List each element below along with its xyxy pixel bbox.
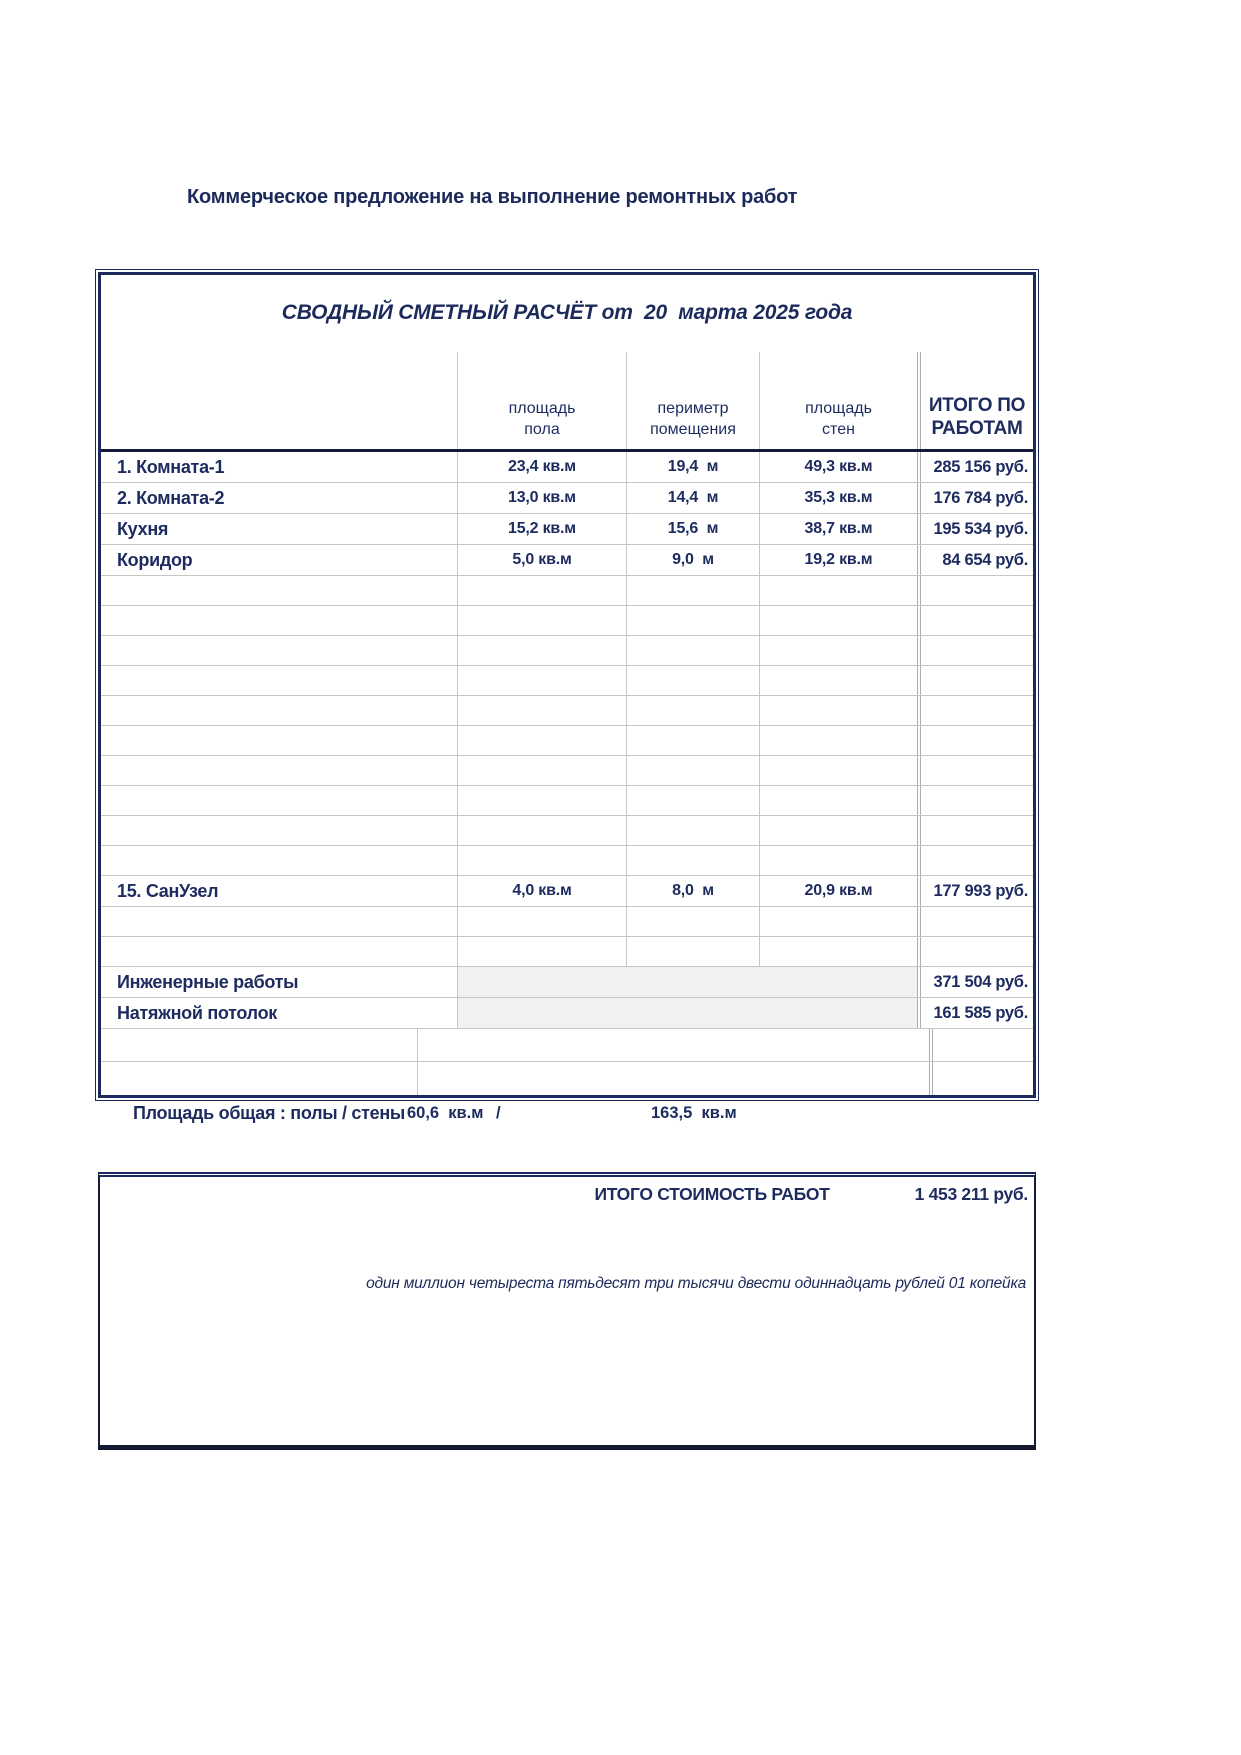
cell-room-name: Кухня [101, 514, 458, 544]
cell-walls-area: 38,7 кв.м [804, 520, 873, 537]
column-header-line: периметр [657, 400, 729, 417]
table-row-kitchen [101, 514, 1033, 545]
column-header-line: стен [822, 421, 855, 438]
cell-total: 161 585 руб. [917, 998, 1033, 1028]
cell-empty [101, 606, 458, 635]
cell-empty [101, 696, 458, 725]
column-header-floor-area [458, 352, 627, 449]
table-row-empty [101, 907, 1033, 937]
grand-total-value: 1 453 211 руб. [914, 1184, 1028, 1204]
table-row-stretch-ceiling [101, 998, 1033, 1029]
cell-total: 285 156 руб. [917, 452, 1033, 482]
cell-empty [101, 907, 458, 936]
cell-perimeter: 19,4 м [627, 452, 760, 482]
cell-service-name: Натяжной потолок [101, 998, 458, 1028]
cell-empty [458, 786, 627, 815]
cell-walls-area: 20,9 кв.м [804, 882, 873, 899]
cell-empty [458, 666, 627, 695]
cell-empty [760, 816, 917, 845]
cell-empty [917, 846, 1033, 875]
cell-empty [760, 846, 917, 875]
table-row-empty [101, 606, 1033, 636]
document-title: Коммерческое предложение на выполнение ремонтных работ [187, 186, 798, 208]
area-summary [98, 1103, 1036, 1129]
cell-floor-area: 4,0 кв.м [458, 876, 627, 906]
estimate-heading: СВОДНЫЙ СМЕТНЫЙ РАСЧЁТ от 20 марта 2025 года [281, 301, 853, 324]
cell-empty [760, 937, 917, 966]
cell-walls-area: 49,3 кв.м [804, 458, 873, 475]
cell-empty [458, 937, 627, 966]
area-summary-label: Площадь общая : полы / стены [133, 1103, 405, 1123]
floor-area-total-value: 60,6 кв.м [407, 1104, 484, 1122]
cell-perimeter: 15,6 м [627, 514, 760, 544]
cell-empty [917, 816, 1033, 845]
cell-empty [458, 756, 627, 785]
cell-empty [760, 696, 917, 725]
cell-empty [627, 606, 760, 635]
cell-walls-area: 35,3 кв.м [804, 489, 873, 506]
cell-empty [627, 816, 760, 845]
cell-empty [760, 726, 917, 755]
cell-empty [101, 576, 458, 605]
column-header-perimeter [627, 352, 760, 449]
cell-empty [101, 666, 458, 695]
table-row-empty [101, 726, 1033, 756]
cell-empty [627, 636, 760, 665]
cell-room-name: 2. Комната-2 [101, 483, 458, 513]
cell-empty [760, 786, 917, 815]
cell-empty [929, 1029, 1033, 1061]
cell-empty [627, 907, 760, 936]
grand-total-label: ИТОГО СТОИМОСТЬ РАБОТ [594, 1184, 830, 1204]
column-header-line: РАБОТАМ [931, 418, 1023, 439]
cell-empty [627, 937, 760, 966]
cell-merged-shaded [458, 998, 917, 1028]
estimate-box [98, 272, 1036, 1098]
cell-total: 84 654 руб. [917, 545, 1033, 575]
cell-empty [917, 696, 1033, 725]
cell-empty [458, 696, 627, 725]
cell-empty [627, 846, 760, 875]
cell-walls-area: 19,2 кв.м [804, 551, 873, 568]
cell-empty [458, 606, 627, 635]
cell-empty [458, 846, 627, 875]
column-header-line: пола [524, 421, 560, 438]
cell-empty [418, 1062, 929, 1095]
cell-empty [458, 576, 627, 605]
cell-empty [101, 846, 458, 875]
cell-empty [917, 606, 1033, 635]
cell-empty [917, 636, 1033, 665]
column-header-total [917, 352, 1033, 449]
cell-empty [760, 666, 917, 695]
cell-empty [929, 1062, 1033, 1095]
grand-total-in-words: один миллион четыреста пятьдесят три тысячи двести одиннадцать рублей 01 копейка [366, 1275, 1026, 1292]
column-header-line: помещения [650, 421, 736, 438]
cell-empty [627, 726, 760, 755]
grand-total-row [100, 1177, 1034, 1205]
cell-empty [101, 1029, 418, 1061]
cell-floor-area: 5,0 кв.м [458, 545, 627, 575]
cell-empty [760, 606, 917, 635]
cell-empty [627, 756, 760, 785]
table-row-empty [101, 666, 1033, 696]
cell-empty [627, 576, 760, 605]
estimate-table [101, 352, 1033, 1095]
table-row-empty [101, 756, 1033, 786]
cell-empty [101, 1062, 418, 1095]
cell-room-name: Коридор [101, 545, 458, 575]
cell-floor-area: 13,0 кв.м [458, 483, 627, 513]
table-row-empty [101, 1062, 1033, 1095]
cell-floor-area: 23,4 кв.м [458, 452, 627, 482]
cell-empty [458, 726, 627, 755]
table-row-empty [101, 786, 1033, 816]
cell-perimeter: 8,0 м [627, 876, 760, 906]
table-header-row [101, 352, 1033, 452]
cell-merged-shaded [458, 967, 917, 997]
table-row-room-1 [101, 452, 1033, 483]
table-row-empty [101, 937, 1033, 967]
cell-empty [760, 756, 917, 785]
cell-total: 177 993 руб. [917, 876, 1033, 906]
table-row-empty [101, 696, 1033, 726]
cell-floor-area: 15,2 кв.м [458, 514, 627, 544]
cell-empty [917, 666, 1033, 695]
cell-total: 176 784 руб. [917, 483, 1033, 513]
cell-room-name: 15. СанУзел [101, 876, 458, 906]
cell-room-name: 1. Комната-1 [101, 452, 458, 482]
table-row-empty [101, 1029, 1033, 1062]
cell-empty [101, 756, 458, 785]
column-header-walls-area [760, 352, 917, 449]
walls-area-total-value: 163,5 кв.м [651, 1104, 737, 1122]
cell-empty [917, 937, 1033, 966]
column-header-line: площадь [508, 400, 576, 417]
cell-empty [101, 726, 458, 755]
cell-empty [627, 696, 760, 725]
cell-empty [458, 907, 627, 936]
slash-separator: / [496, 1104, 501, 1122]
cell-empty [458, 636, 627, 665]
cell-empty [101, 786, 458, 815]
cell-empty [917, 907, 1033, 936]
cell-empty [760, 907, 917, 936]
table-row-room-2 [101, 483, 1033, 514]
grand-total-box [98, 1172, 1036, 1450]
cell-empty [101, 937, 458, 966]
cell-empty [917, 576, 1033, 605]
cell-empty [101, 636, 458, 665]
cell-empty [418, 1029, 929, 1061]
cell-empty [627, 786, 760, 815]
cell-perimeter: 14,4 м [627, 483, 760, 513]
column-header-line: площадь [805, 400, 872, 417]
cell-empty [917, 756, 1033, 785]
cell-empty [760, 576, 917, 605]
cell-service-name: Инженерные работы [101, 967, 458, 997]
table-row-empty [101, 846, 1033, 876]
column-header-rooms [101, 352, 458, 449]
cell-empty [627, 666, 760, 695]
table-row-bathroom [101, 876, 1033, 907]
table-row-engineering-works [101, 967, 1033, 998]
cell-empty [458, 816, 627, 845]
cell-total: 195 534 руб. [917, 514, 1033, 544]
table-row-empty [101, 636, 1033, 666]
cell-empty [917, 786, 1033, 815]
cell-empty [917, 726, 1033, 755]
cell-perimeter: 9,0 м [627, 545, 760, 575]
cell-empty [760, 636, 917, 665]
column-header-line: ИТОГО ПО [928, 395, 1026, 416]
table-row-empty [101, 816, 1033, 846]
cell-total: 371 504 руб. [917, 967, 1033, 997]
table-row-empty [101, 576, 1033, 606]
table-row-corridor [101, 545, 1033, 576]
cell-empty [101, 816, 458, 845]
